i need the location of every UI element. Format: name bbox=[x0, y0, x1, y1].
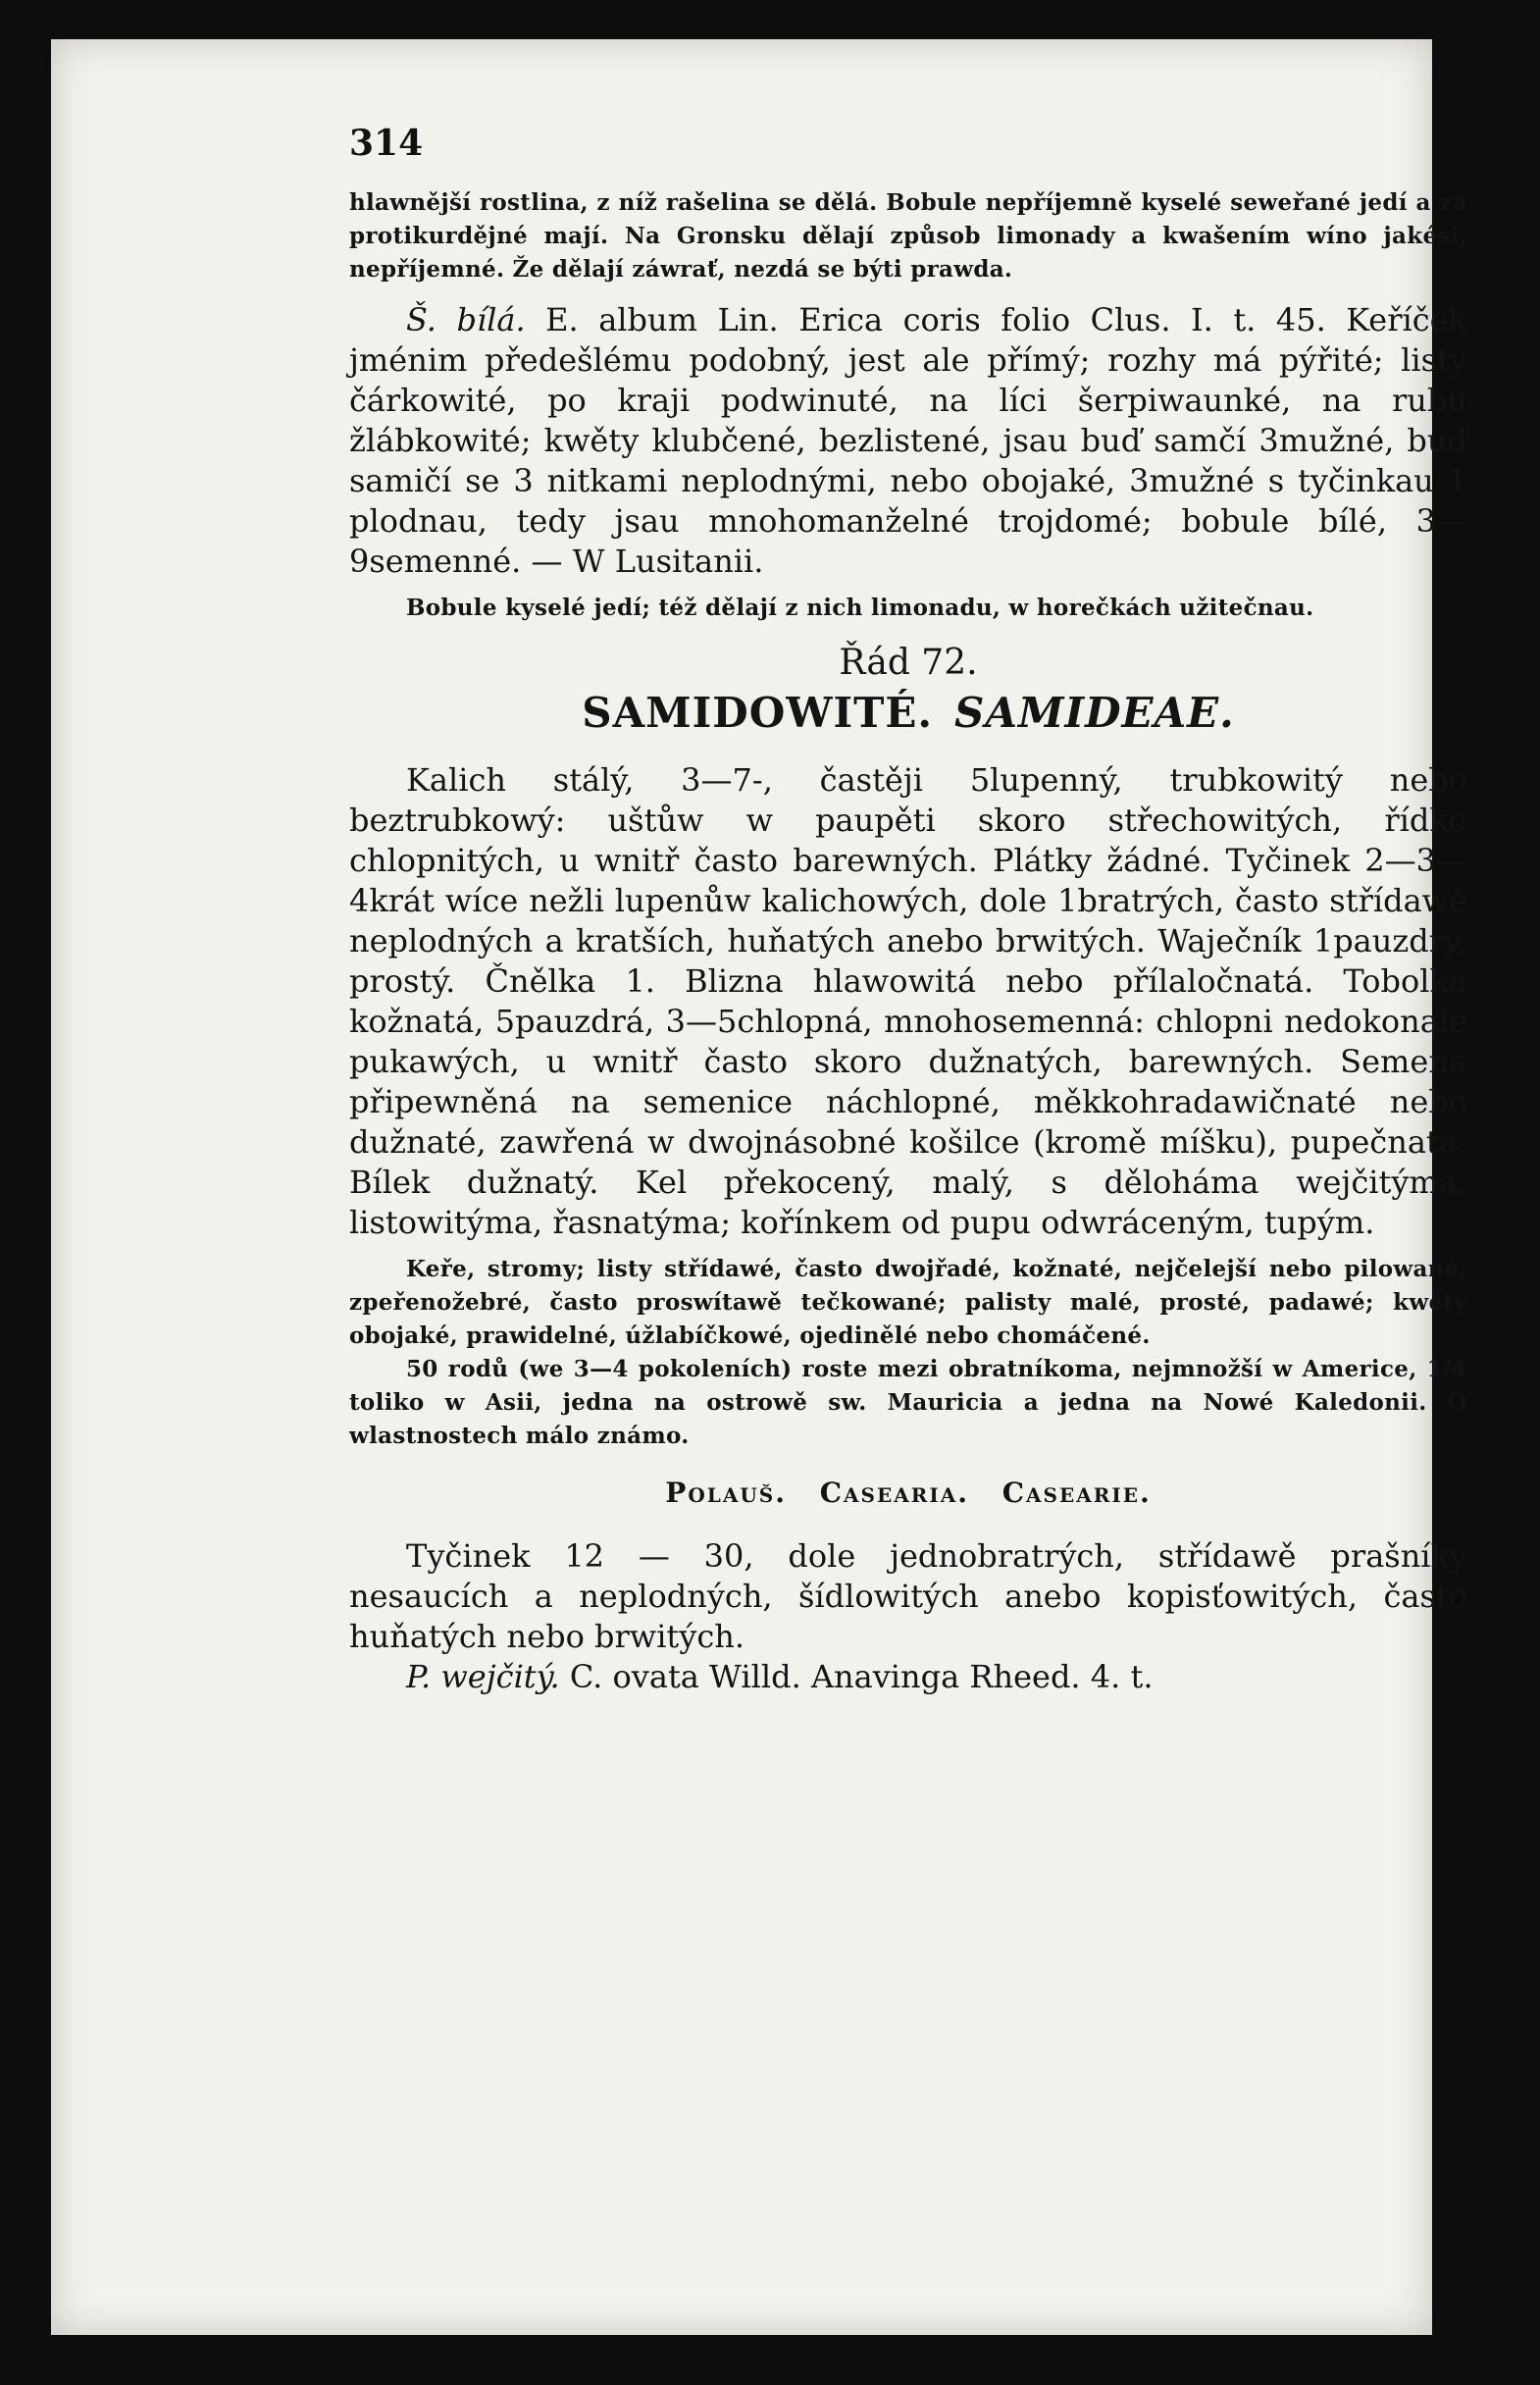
family-note-distribution: 50 rodů (we 3—4 pokoleních) roste mezi obratníkoma, nejmnožší w Americe, 1/4 toliko w Asii, jedna na ostrowě sw. Mauricia a jedna na Nowé Kaledonii. O wlastnostech málo známo. bbox=[349, 1356, 1467, 1449]
species-ovata-entry bbox=[349, 1657, 1467, 1697]
family-heading bbox=[349, 689, 1467, 737]
species-alba-synonyms: E. album Lin. Erica coris folio Clus. I. t. 45. bbox=[545, 301, 1326, 338]
book-page bbox=[51, 39, 1467, 2335]
family-name-latin: SAMIDEAE. bbox=[954, 689, 1235, 737]
page-number: 314 bbox=[349, 123, 424, 164]
species-ovata-synonyms: C. ovata Willd. Anavinga Rheed. 4. t. bbox=[569, 1658, 1154, 1695]
genus-name-french: Casearie. bbox=[1001, 1477, 1152, 1509]
page-text bbox=[349, 186, 1467, 1697]
genus-heading bbox=[349, 1477, 1467, 1509]
species-alba-description: Keříček jménim předešlému podobný, jest ale přímý; rozhy má pýřité; listy čárkowité, po kraji podwinuté, na líci šerpiwaunké, na rubu žlábkowité; kwěty klubčené, bezlistené, jsau buď samčí 3mužné, buď samičí se 3 nitkami neplodnými, nebo obojaké, 3mužné s tyčinkau 1 plodnau, tedy jsau mnohomanželné trojdomé; bobule bílé, 3—9semenné. — W Lusitanii. bbox=[349, 301, 1467, 580]
genus-description: Tyčinek 12 — 30, dole jednobratrých, střídawě prašníky nesaucích a neplodných, šídlowitých anebo kopisťowitých, často huňatých nebo brwitých. bbox=[349, 1537, 1467, 1655]
family-note-habit: Keře, stromy; listy střídawé, často dwojřadé, kožnaté, nejčelejší nebo pilowané, zpeřenožebré, často proswítawě tečkowané; palisty malé, prosté, padawé; kwěty obojaké, prawidelné, úžlabíčkowé, ojedinělé nebo chomáčené. bbox=[349, 1256, 1467, 1349]
species-alba-note: Bobule kyselé jedí; též dělají z nich limonadu, w horečkách užitečnau. bbox=[406, 595, 1314, 621]
species-ovata-name: P. wejčitý. bbox=[406, 1658, 560, 1695]
order-label: Řád 72. bbox=[839, 643, 978, 683]
species-alba-entry bbox=[349, 300, 1467, 582]
family-name-czech: SAMIDOWITÉ. bbox=[582, 689, 934, 737]
species-alba-name: Š. bílá. bbox=[406, 301, 526, 338]
family-description: Kalich stálý, 3—7-, častěji 5lupenný, trubkowitý nebo beztrubkowý: uštůw w paupěti skoro střechowitých, řídko chlopnitých, u wnitř často barewných. Plátky žádné. Tyčinek 2—3—4krát wíce nežli lupenůw kalichowých, dole 1bratrých, často střídawě neplodných a kratších, huňatých anebo brwitých. Waječník 1pauzdrý, prostý. Čnělka 1. Blizna hlawowitá nebo přílaločnatá. Tobolka kožnatá, 5pauzdrá, 3—5chlopná, mnohosemenná: chlopni nedokonale pukawých, u wnitř často skoro dužnatých, barewných. Semena připewněná na semenice náchlopné, měkkohradawičnaté nebo dužnaté, zawřená w dwojnásobné košilce (kromě míšku), pupečnatá. Bílek dužnatý. Kel překocený, malý, s děloháma wejčitýma, listowitýma, řasnatýma; kořínkem od pupu odwráceným, tupým. bbox=[349, 761, 1467, 1241]
genus-name-czech: Polauš. bbox=[665, 1477, 787, 1509]
top-paragraph: hlawnější rostlina, z níž rašelina se dělá. Bobule nepříjemně kyselé seweřané jedí a za protikurdějné mají. Na Gronsku dělají způsob limonady a kwašením wíno jakési, nepříjemné. Že dělají záwrať, nezdá se býti prawda. bbox=[349, 189, 1467, 283]
genus-name-latin: Casearia. bbox=[819, 1477, 969, 1509]
